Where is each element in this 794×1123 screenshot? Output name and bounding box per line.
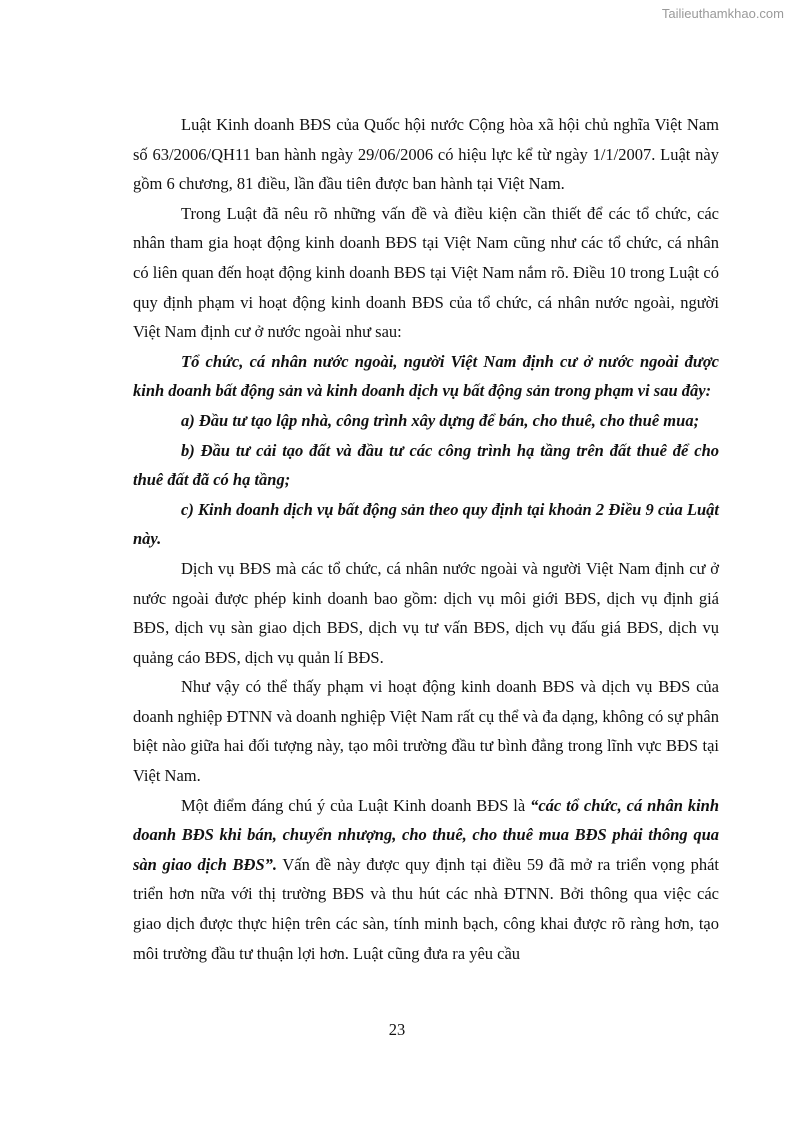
document-body <box>133 110 719 968</box>
quote-item-a: a) Đầu tư tạo lập nhà, công trình xây dựng để bán, cho thuê, cho thuê mua; <box>181 410 700 430</box>
paragraph-trading-floor-emphasis: “các tổ chức, cá nhân kinh doanh BĐS khi bán, chuyển nhượng, cho thuê, cho thuê mua BĐS phải thông qua sàn giao dịch BĐS”. <box>133 795 720 874</box>
quote-item-b: b) Đầu tư cải tạo đất và đầu tư các công trình hạ tầng trên đất thuê để cho thuê đất đã có hạ tầng; <box>133 440 719 490</box>
quote-intro: Tổ chức, cá nhân nước ngoài, người Việt Nam định cư ở nước ngoài được kinh doanh bất động sản và kinh doanh dịch vụ bất động sản trong phạm vi sau đây: <box>133 351 719 401</box>
paragraph-trading-floor-start: Một điểm đáng chú ý của Luật Kinh doanh BĐS là <box>181 795 531 815</box>
paragraph-law-scope: Trong Luật đã nêu rõ những vấn đề và điều kiện cần thiết để các tổ chức, các nhân tham gia hoạt động kinh doanh BĐS tại Việt Nam cũng như các tổ chức, cá nhân có liên quan đến hoạt động kinh doanh BĐS tại Việt Nam nắm rõ. Điều 10 trong Luật có quy định phạm vi hoạt động kinh doanh BĐS của tổ chức, cá nhân nước ngoài, người Việt Nam định cư ở nước ngoài như sau: <box>133 203 719 342</box>
quote-item-c: c) Kinh doanh dịch vụ bất động sản theo quy định tại khoản 2 Điều 9 của Luật này. <box>133 499 719 549</box>
paragraph-trading-floor <box>133 791 719 969</box>
watermark-text: Tailieuthamkhao.com <box>661 6 784 21</box>
paragraph-trading-floor-end: Vấn đề này được quy định tại điều 59 đã mở ra triển vọng phát triển hơn nữa với thị trường BĐS và thu hút các nhà ĐTNN. Bởi thông qua việc các giao dịch được thực hiện trên các sàn, tính minh bạch, công khai được rõ ràng hơn, tạo môi trường đầu tư thuận lợi hơn. Luật cũng đưa ra yêu cầu <box>133 854 719 963</box>
paragraph-law-intro: Luật Kinh doanh BĐS của Quốc hội nước Cộng hòa xã hội chủ nghĩa Việt Nam số 63/2006/QH11 ban hành ngày 29/06/2006 có hiệu lực kể từ ngày 1/1/2007. Luật này gồm 6 chương, 81 điều, lần đầu tiên được ban hành tại Việt Nam. <box>133 115 719 194</box>
paragraph-conclusion: Như vậy có thể thấy phạm vi hoạt động kinh doanh BĐS và dịch vụ BĐS của doanh nghiệp ĐTNN và doanh nghiệp Việt Nam rất cụ thể và đa dạng, không có sự phân biệt nào giữa hai đối tượng này, tạo môi trường đầu tư bình đẳng trong lĩnh vực BĐS tại Việt Nam. <box>133 677 719 786</box>
page-number: 23 <box>388 1020 406 1039</box>
paragraph-services: Dịch vụ BĐS mà các tổ chức, cá nhân nước ngoài và người Việt Nam định cư ở nước ngoài được phép kinh doanh bao gồm: dịch vụ môi giới BĐS, dịch vụ định giá BĐS, dịch vụ sàn giao dịch BĐS, dịch vụ tư vấn BĐS, dịch vụ đấu giá BĐS, dịch vụ quảng cáo BĐS, dịch vụ quản lí BĐS. <box>133 558 719 667</box>
